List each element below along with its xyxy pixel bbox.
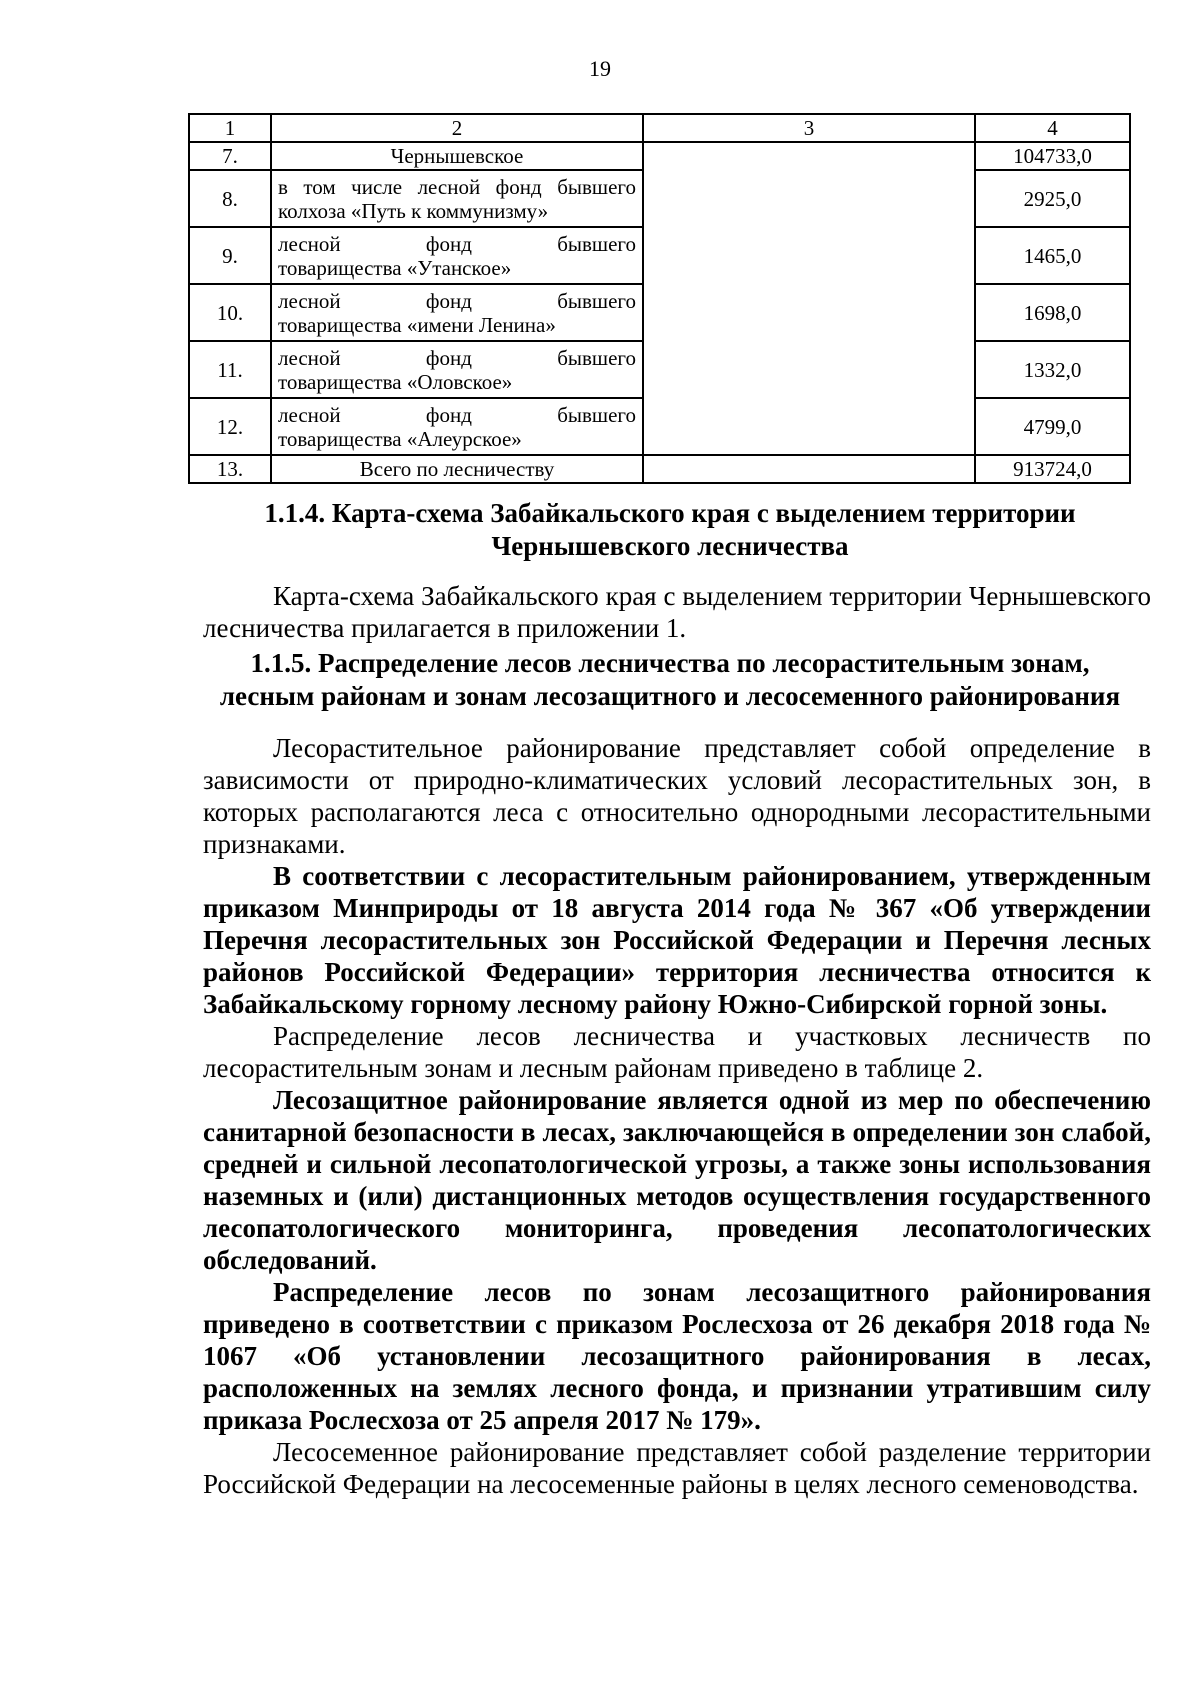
row-name-line: в том числе лесной фонд бывшего <box>278 174 636 199</box>
empty-merged-cell <box>643 142 975 455</box>
paragraph: Распределение лесов лесничества и участковых лесничеств по лесорастительным зонам и лесным районам приведено в таблице 2. <box>203 1021 1151 1083</box>
row-name-cell <box>271 284 643 341</box>
row-name-line: лесной фонд бывшего <box>278 402 636 427</box>
page-number: 19 <box>589 56 611 81</box>
row-value-cell: 1698,0 <box>975 284 1130 341</box>
table-header-cell: 4 <box>975 114 1130 142</box>
section-heading-1-1-5 <box>200 647 1140 713</box>
row-value-cell: 2925,0 <box>975 170 1130 227</box>
heading-line: Чернышевского лесничества <box>491 531 849 561</box>
row-name-line: Всего по лесничеству <box>359 457 555 481</box>
row-number-cell: 13. <box>189 455 271 483</box>
section-heading-1-1-4 <box>200 497 1140 563</box>
row-value-cell: 4799,0 <box>975 398 1130 455</box>
row-number-cell: 7. <box>189 142 271 170</box>
heading-line: 1.1.5. Распределение лесов лесничества по лесорастительным зонам, <box>250 648 1090 678</box>
row-name-cell <box>271 227 643 284</box>
row-value-cell: 104733,0 <box>975 142 1130 170</box>
row-number-cell: 11. <box>189 341 271 398</box>
paragraph: Лесорастительное районирование представляет собой определение в зависимости от природно-климатических условий лесорастительных зон, в которых располагаются леса с относительно однородными лесорастительными признаками. <box>203 733 1151 859</box>
row-name-line: колхоза «Путь к коммунизму» <box>278 198 549 223</box>
body-text <box>203 580 1151 644</box>
row-name-line: товарищества «Оловское» <box>278 369 513 394</box>
paragraph-1-1-4: Карта-схема Забайкальского края с выделением территории Чернышевского лесничества прилагается в приложении 1. <box>203 581 1151 643</box>
row-number-cell: 12. <box>189 398 271 455</box>
table-row <box>189 142 1130 170</box>
heading-line: 1.1.4. Карта-схема Забайкальского края с выделением территории <box>264 498 1076 528</box>
paragraph: Лесозащитное районирование является одной из мер по обеспечению санитарной безопасности в лесах, заключающейся в определении зон слабой, средней и сильной лесопатологической угрозы, а также зоны использования наземных и (или) дистанционных методов осуществления государственного лесопатологического мониторинга, проведения лесопатологических обследований. <box>203 1085 1151 1275</box>
row-name-line: товарищества «имени Ленина» <box>278 312 556 337</box>
row-name-cell <box>271 398 643 455</box>
row-value-cell: 1465,0 <box>975 227 1130 284</box>
heading-line: лесным районам и зонам лесозащитного и лесосеменного районирования <box>219 681 1121 711</box>
table-row <box>189 455 1130 483</box>
table-header-row <box>189 114 1130 142</box>
empty-cell <box>643 455 975 483</box>
row-name-line: лесной фонд бывшего <box>278 288 636 313</box>
row-name-line: лесной фонд бывшего <box>278 231 636 256</box>
paragraph: Распределение лесов по зонам лесозащитного районирования приведено в соответствии с приказом Рослесхоза от 26 декабря 2018 года № 1067 «Об установлении лесозащитного районирования в лесах, расположенных на землях лесного фонда, и признании утратившим силу приказа Рослесхоза от 25 апреля 2017 № 179». <box>203 1277 1151 1435</box>
table-header-cell: 2 <box>271 114 643 142</box>
row-number-cell: 10. <box>189 284 271 341</box>
body-text-section-1-1-5 <box>203 732 1151 1500</box>
row-value-cell: 913724,0 <box>975 455 1130 483</box>
row-name-line: Чернышевское <box>390 144 524 168</box>
table-body <box>189 114 1130 483</box>
row-name-cell <box>271 170 643 227</box>
row-number-cell: 8. <box>189 170 271 227</box>
paragraph: Лесосеменное районирование представляет собой разделение территории Российской Федерации на лесосеменные районы в целях лесного семеноводства. <box>203 1437 1151 1499</box>
row-name-cell <box>271 142 643 170</box>
paragraph: В соответствии с лесорастительным районированием, утвержденным приказом Минприроды от 18 августа 2014 года № 367 «Об утверждении Перечня лесорастительных зон Российской Федерации и Перечня лесных районов Российской Федерации» территория лесничества относится к Забайкальскому горному лесному району Южно-Сибирской горной зоны. <box>203 861 1151 1019</box>
row-number-cell: 9. <box>189 227 271 284</box>
forest-fund-table <box>188 113 1131 484</box>
row-value-cell: 1332,0 <box>975 341 1130 398</box>
row-name-cell <box>271 341 643 398</box>
row-name-line: товарищества «Утанское» <box>278 255 512 280</box>
table-header-cell: 1 <box>189 114 271 142</box>
table-header-cell: 3 <box>643 114 975 142</box>
row-name-line: лесной фонд бывшего <box>278 345 636 370</box>
row-name-cell <box>271 455 643 483</box>
row-name-line: товарищества «Алеурское» <box>278 426 522 451</box>
